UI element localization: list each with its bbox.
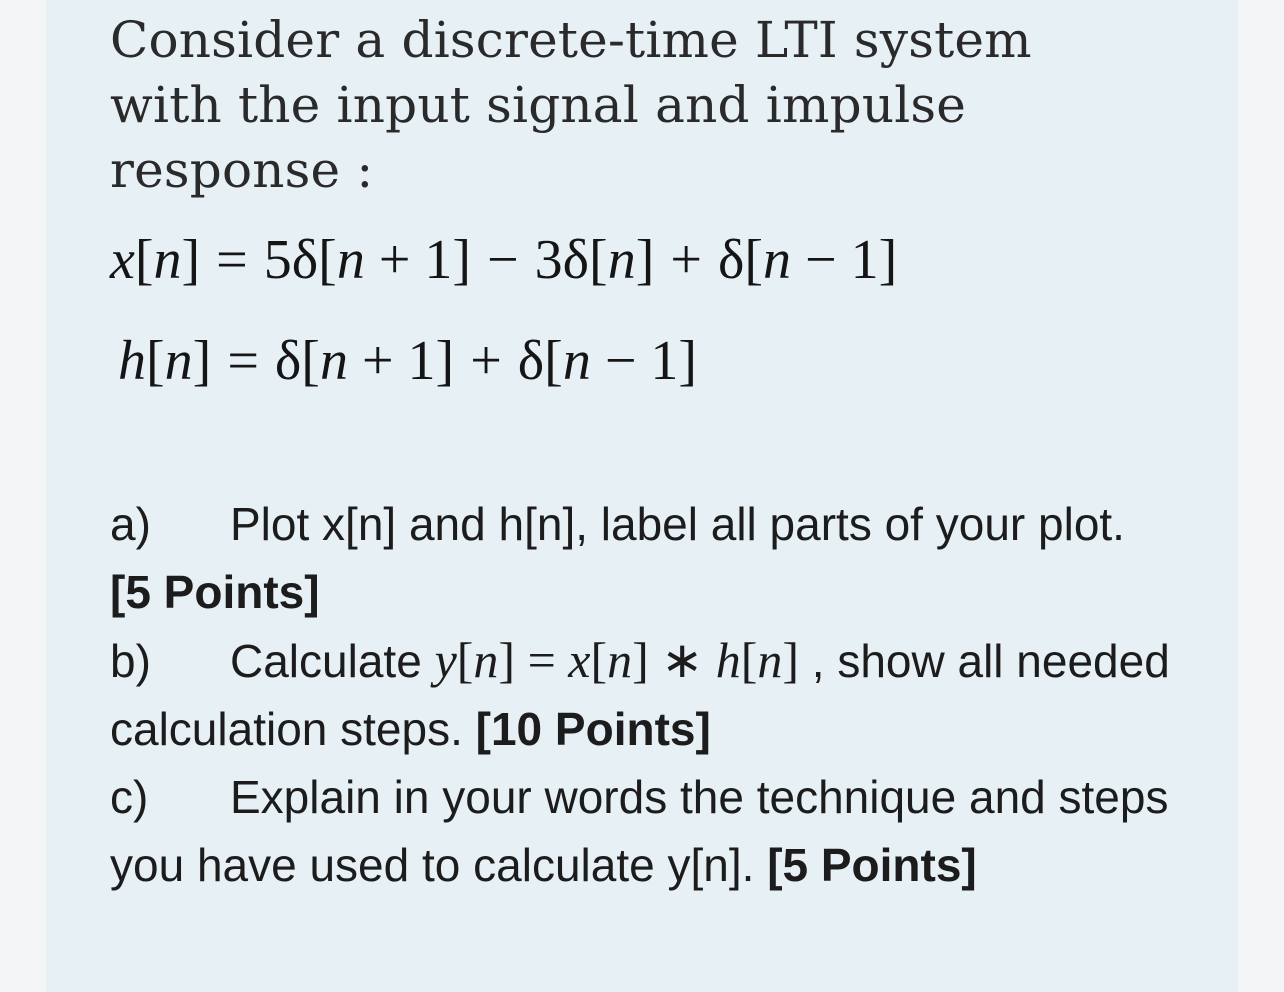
- eq-x-term3-coef: δ[: [717, 229, 763, 291]
- eq-h-lhs-fn: h: [118, 330, 146, 392]
- math-y: y: [434, 632, 457, 688]
- eq-h-term2-rest: − 1]: [590, 330, 698, 392]
- part-a-label: a): [110, 498, 151, 550]
- eq-h-lhs-arg: n: [164, 330, 193, 392]
- part-b-label: b): [110, 635, 151, 687]
- part-b-convolution-math: y[n] = x[n] ∗ h[n]: [434, 632, 799, 688]
- eq-x-term1-var: n: [336, 229, 365, 291]
- question-part-a: [110, 490, 1170, 626]
- eq-h-op1: +: [470, 330, 502, 392]
- eq-x-term1-coef: 5δ[: [263, 229, 337, 291]
- eq-x-op2: +: [670, 229, 702, 291]
- eq-x-lhs-fn: x: [110, 229, 135, 291]
- part-b-text-after: , show all needed calculation steps.: [110, 635, 1170, 755]
- part-a-text: Plot x[n] and h[n], label all parts of your plot.: [230, 498, 1125, 550]
- equation-x: x[n] = 5δ[n + 1] − 3δ[n] + δ[n − 1]: [110, 229, 898, 291]
- problem-intro: Consider a discrete-time LTI system with the input signal and impulse response :: [110, 11, 1032, 199]
- part-b-text-before: Calculate: [230, 635, 435, 687]
- eq-h-term2-var: n: [562, 330, 591, 392]
- eq-x-term3-rest: − 1]: [790, 229, 898, 291]
- part-c-text: Explain in your words the technique and steps you have used to calculate y[n].: [110, 771, 1169, 891]
- eq-x-op1: −: [487, 229, 519, 291]
- question-parts: [110, 490, 1170, 899]
- eq-x-term1-rest: + 1]: [364, 229, 472, 291]
- eq-x-term3-var: n: [762, 229, 791, 291]
- eq-x-lhs-arg: n: [153, 229, 182, 291]
- math-n-2: n: [607, 632, 633, 688]
- eq-h-term1-coef: δ[: [274, 330, 320, 392]
- part-a-points: [5 Points]: [110, 566, 320, 618]
- eq-x-term2-coef: 3δ[: [534, 229, 608, 291]
- eq-x-term2-var: n: [607, 229, 636, 291]
- math-n-1: n: [473, 632, 499, 688]
- part-c-points: [5 Points]: [767, 839, 977, 891]
- eq-h-term1-rest: + 1]: [347, 330, 455, 392]
- eq-h-term1-var: n: [319, 330, 348, 392]
- part-b-points: [10 Points]: [475, 703, 711, 755]
- math-x: x: [568, 632, 591, 688]
- math-h: h: [715, 632, 741, 688]
- equation-h: h[n] = δ[n + 1] + δ[n − 1]: [118, 330, 698, 392]
- question-part-b: [110, 626, 1170, 763]
- math-n-3: n: [757, 632, 783, 688]
- part-c-label: c): [110, 771, 149, 823]
- eq-x-term2-rest: ]: [635, 229, 655, 291]
- eq-h-term2-coef: δ[: [517, 330, 563, 392]
- question-part-c: [110, 763, 1170, 899]
